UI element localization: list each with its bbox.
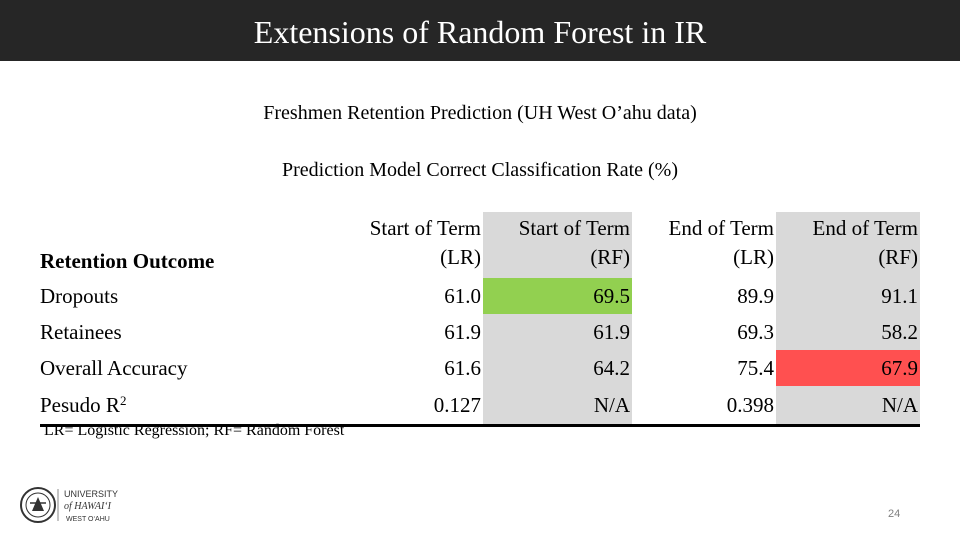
logo-line1: UNIVERSITY xyxy=(64,489,119,499)
header-start-rf-line1: Start of Term xyxy=(518,216,630,240)
row-label: Dropouts xyxy=(40,283,119,308)
header-retention-outcome: Retention Outcome xyxy=(40,249,215,273)
row-label-superscript: 2 xyxy=(119,393,127,408)
table-row xyxy=(40,386,920,426)
logo-line3: WEST O‘AHU xyxy=(66,516,110,523)
seal-icon xyxy=(18,485,138,525)
table-cell-highlight-green: 69.5 xyxy=(483,278,632,314)
table-cell: 61.9 xyxy=(444,319,481,344)
header-start-lr-line2: (LR) xyxy=(440,245,481,269)
title-bar xyxy=(0,0,960,61)
table-header-row xyxy=(40,212,920,278)
header-start-lr-line1: Start of Term xyxy=(369,216,481,240)
table-cell: 58.2 xyxy=(776,314,920,350)
table-caption: Prediction Model Correct Classification Rate (%) xyxy=(281,159,678,181)
header-end-lr-line1: End of Term xyxy=(668,216,774,240)
table-cell: 61.6 xyxy=(444,355,481,380)
slide-subtitle: Freshmen Retention Prediction (UH West O’ahu data) xyxy=(263,102,697,124)
table-row xyxy=(40,350,920,386)
header-end-lr-line2: (LR) xyxy=(733,245,774,269)
table-cell: 64.2 xyxy=(483,350,632,386)
results-table xyxy=(40,212,920,427)
table-row xyxy=(40,278,920,314)
table-cell-highlight-red: 67.9 xyxy=(776,350,920,386)
header-end-rf xyxy=(776,212,920,278)
header-end-rf-line2: (RF) xyxy=(878,245,918,269)
table-cell: N/A xyxy=(483,386,632,426)
header-start-lr xyxy=(334,212,483,278)
table-cell: 0.127 xyxy=(334,386,483,426)
table-cell: 75.4 xyxy=(737,355,774,380)
table-cell: 89.9 xyxy=(737,283,774,308)
header-start-rf-line2: (RF) xyxy=(590,245,630,269)
table-cell: 69.3 xyxy=(737,319,774,344)
slide-title: Extensions of Random Forest in IR xyxy=(253,13,707,50)
page-number: 24 xyxy=(888,508,901,520)
row-label: Retainees xyxy=(40,319,122,344)
row-label: Overall Accuracy xyxy=(40,355,188,380)
table-cell: 61.0 xyxy=(444,283,481,308)
university-logo xyxy=(18,485,138,525)
table-row xyxy=(40,314,920,350)
table-cell: 61.9 xyxy=(483,314,632,350)
row-label-text: Pesudo R xyxy=(40,393,120,417)
logo-line2: of HAWAI‘I xyxy=(64,501,111,512)
header-start-rf xyxy=(483,212,632,278)
header-end-lr xyxy=(632,212,776,278)
header-end-rf-line1: End of Term xyxy=(812,216,918,240)
table-cell: N/A xyxy=(776,386,920,426)
row-label xyxy=(40,386,334,426)
footnote: LR= Logistic Regression; RF= Random Forest xyxy=(44,422,345,439)
table-cell: 0.398 xyxy=(632,386,776,426)
table-cell: 91.1 xyxy=(776,278,920,314)
